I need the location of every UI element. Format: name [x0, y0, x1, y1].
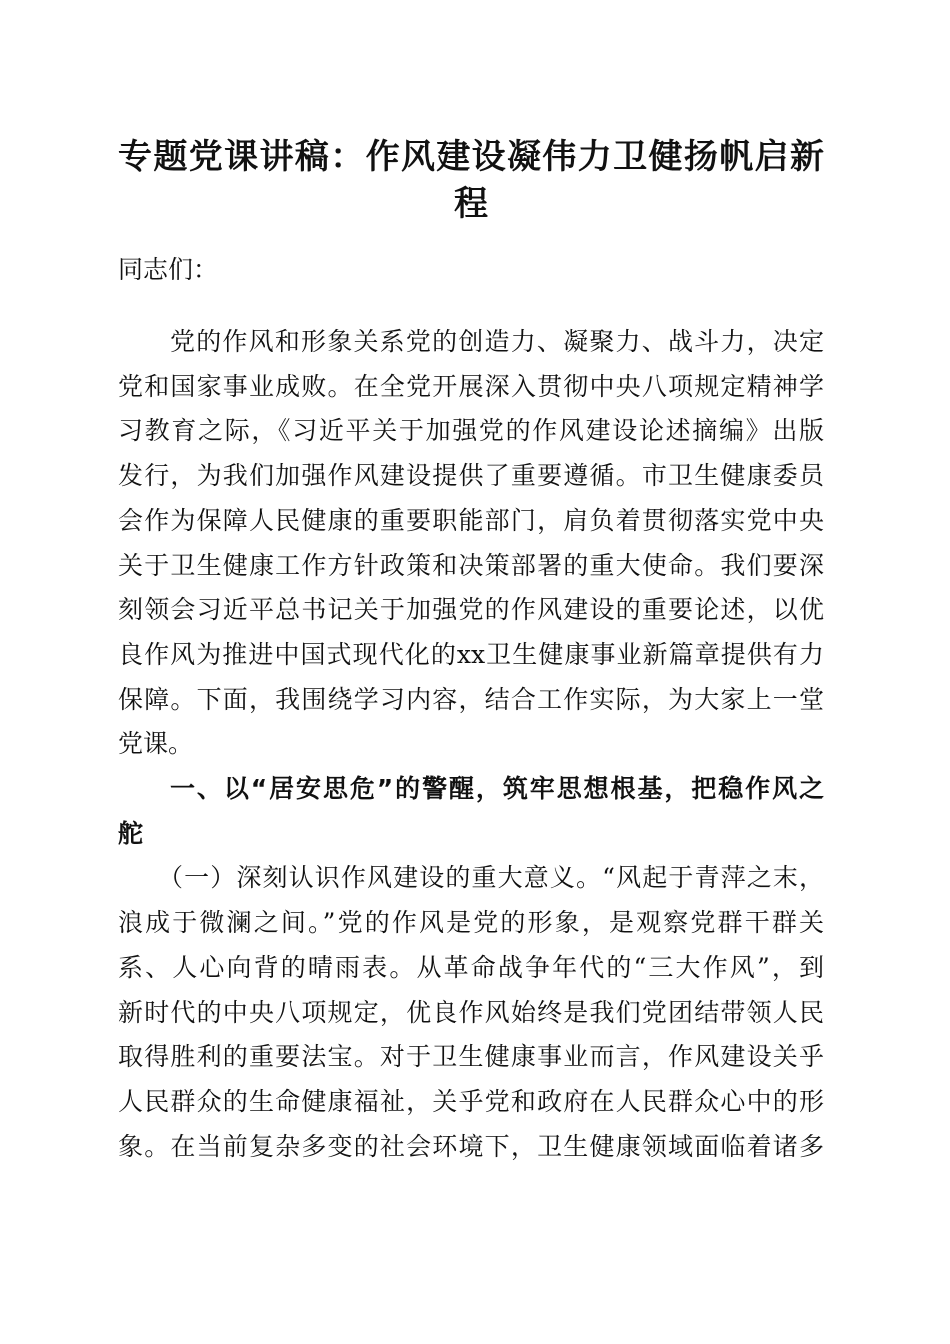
- heading-line: 舵: [118, 818, 144, 848]
- text-line: 发行，为我们加强作风建设提供了重要遵循。市卫生健康委员: [118, 461, 824, 491]
- text-line: 取得胜利的重要法宝。对于卫生健康事业而言，作风建设关乎: [118, 1042, 824, 1072]
- text-line: （一）深刻认识作风建设的重大意义。“风起于青萍之末，: [158, 863, 824, 893]
- text-line: 会作为保障人民健康的重要职能部门，肩负着贯彻落实党中央: [118, 505, 824, 535]
- text-line: 党和国家事业成败。在全党开展深入贯彻中央八项规定精神学: [118, 371, 824, 401]
- text-line: 刻领会习近平总书记关于加强党的作风建设的重要论述，以优: [118, 595, 824, 625]
- intro-paragraph: [118, 320, 824, 767]
- text-line: 习教育之际，《习近平关于加强党的作风建设论述摘编》出版: [118, 416, 824, 446]
- salutation: 同志们：: [118, 255, 219, 284]
- text-line: 系、人心向背的晴雨表。从革命战争年代的“三大作风”，到: [118, 952, 824, 982]
- text-line: 关于卫生健康工作方针政策和决策部署的重大使命。我们要深: [118, 550, 824, 580]
- text-line: 党的作风和形象关系党的创造力、凝聚力、战斗力，决定: [170, 327, 824, 356]
- title-line: 程: [454, 184, 488, 224]
- title-line: 专题党课讲稿：作风建设凝伟力卫健扬帆启新: [118, 137, 824, 177]
- text-line: 保障。下面，我围绕学习内容，结合工作实际，为大家上一堂: [118, 684, 824, 714]
- text-line: 人民群众的生命健康福祉，关乎党和政府在人民群众心中的形: [118, 1086, 824, 1116]
- heading-line: 一、以“居安思危”的警醒，筑牢思想根基，把稳作风之: [170, 774, 824, 804]
- text-line: 新时代的中央八项规定，优良作风始终是我们党团结带领人民: [118, 997, 824, 1027]
- section-heading: [118, 767, 824, 856]
- document-title: [118, 134, 824, 228]
- text-line: 象。在当前复杂多变的社会环境下，卫生健康领域面临着诸多: [118, 1131, 824, 1161]
- text-line: 浪成于微澜之间。”党的作风是党的形象，是观察党群干群关: [118, 908, 824, 938]
- document-body: [118, 320, 824, 1169]
- text-line: 良作风为推进中国式现代化的xx卫生健康事业新篇章提供有力: [118, 639, 824, 669]
- text-line: 党课。: [118, 729, 194, 759]
- subsection-paragraph: [118, 856, 824, 1169]
